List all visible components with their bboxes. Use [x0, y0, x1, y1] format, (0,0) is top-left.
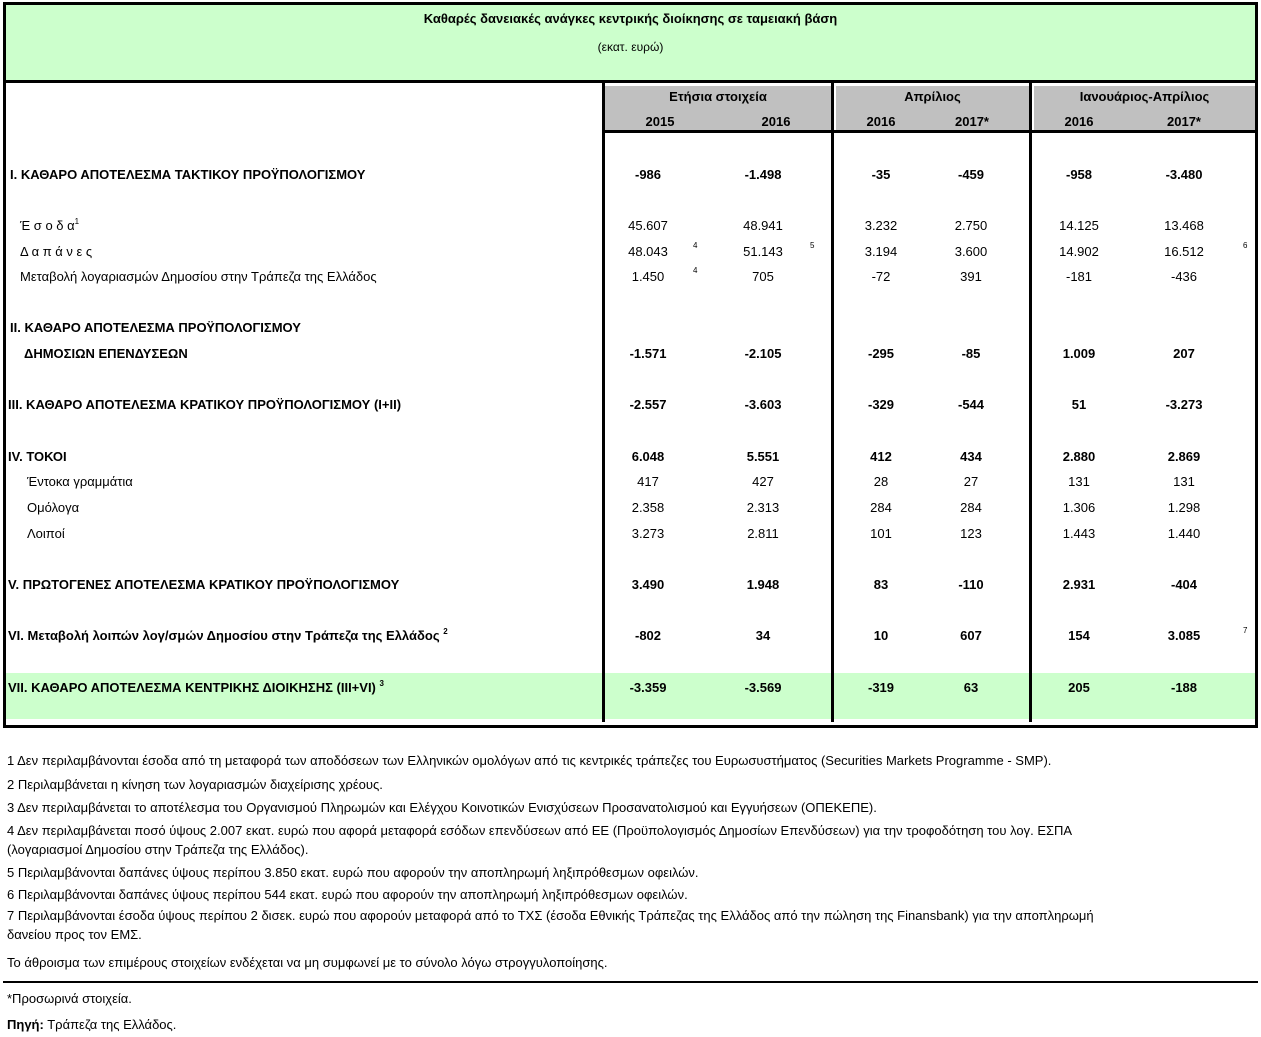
provisional-note: *Προσωρινά στοιχεία. [7, 991, 132, 1006]
table-cell: -3.569 [744, 680, 782, 695]
footnote-marker: 7 [1243, 626, 1248, 635]
table-cell: -2.557 [629, 397, 667, 412]
table-cell: 1.298 [1167, 500, 1201, 515]
footnote: 7 Περιλαμβάνονται έσοδα ύψους περίπου 2 δισεκ. ευρώ που αφορούν μεταφορά από το ΤΧΣ (έσοδα Εθνικής Τράπεζας της Ελλάδος από την πώληση της Finansbank) για την αποπληρωμή [7, 908, 1094, 923]
footnote: 4 Δεν περιλαμβάνεται ποσό ύψους 2.007 εκατ. ευρώ που αφορά μεταφορά εσόδων επενδύσεων από ΕΕ (Προϋπολογισμός Δημοσίων Επενδύσεων) για την τροφοδότηση του λογ. ΕΣΠΑ [7, 823, 1073, 838]
table-cell: 2.358 [631, 500, 665, 515]
row-label: ΙΙ. ΚΑΘΑΡΟ ΑΠΟΤΕΛΕΣΜΑ ΠΡΟΫΠΟΛΟΓΙΣΜΟΥ [10, 320, 301, 335]
header-year: 2015 [645, 114, 675, 129]
table-cell: 3.085 [1167, 628, 1201, 643]
table-cell: -986 [634, 167, 662, 182]
table-cell: 434 [960, 449, 982, 464]
table-cell: -3.603 [744, 397, 782, 412]
table-cell: 427 [752, 474, 774, 489]
footnote-marker: 4 [693, 266, 698, 275]
table-cell: -295 [867, 346, 895, 361]
table-cell: 2.811 [747, 526, 779, 541]
table-cell: 412 [870, 449, 892, 464]
table-cell: -188 [1170, 680, 1198, 695]
table-cell: 83 [873, 577, 889, 592]
row-label: ΙΙΙ. ΚΑΘΑΡΟ ΑΠΟΤΕΛΕΣΜΑ ΚΡΑΤΙΚΟΥ ΠΡΟΫΠΟΛΟΓΙΣΜΟΥ (Ι+ΙΙ) [8, 397, 402, 412]
table-cell: -35 [871, 167, 891, 182]
table-cell: 63 [963, 680, 979, 695]
table-cell: -181 [1065, 269, 1093, 284]
table-cell: 34 [755, 628, 771, 643]
header-april: Απρίλιος [904, 89, 961, 104]
table-cell: 2.931 [1062, 577, 1096, 592]
header-divider [602, 130, 1255, 133]
table-cell: 131 [1068, 474, 1090, 489]
table-cell: -319 [867, 680, 895, 695]
table-cell: -436 [1170, 269, 1198, 284]
row-label: Λοιποί [27, 526, 65, 541]
table-cell: 6.048 [631, 449, 665, 464]
table-cell: 14.125 [1059, 218, 1099, 233]
table-cell: 391 [960, 269, 982, 284]
table-cell: -958 [1065, 167, 1093, 182]
row-label: Δ α π ά ν ε ς [20, 244, 93, 259]
header-jan-apr: Ιανουάριος-Απρίλιος [1079, 89, 1210, 104]
header-year: 2016 [866, 114, 896, 129]
table-cell: 3.600 [954, 244, 988, 259]
row-label: Έ σ ο δ $\alpha^1$ [20, 217, 80, 233]
footer-divider [3, 981, 1258, 983]
table-cell: -802 [634, 628, 662, 643]
header-year: 2016 [761, 114, 791, 129]
header-year: 2017* [1167, 114, 1201, 129]
table-cell: 3.232 [864, 218, 898, 233]
table-cell: 48.941 [743, 218, 783, 233]
table-cell: -72 [871, 269, 891, 284]
table-cell: 123 [960, 526, 982, 541]
rounding-note: Το άθροισμα των επιμέρους στοιχείων ενδέχεται να μη συμφωνεί με το σύνολο λόγω στρογγυλοποίησης. [7, 955, 608, 970]
table-cell: 1.948 [746, 577, 780, 592]
table-cell: -1.571 [629, 346, 667, 361]
table-cell: -404 [1170, 577, 1198, 592]
table-cell: 27 [963, 474, 979, 489]
table-cell: 51.143 [743, 244, 783, 259]
table-cell: 13.468 [1164, 218, 1204, 233]
table-cell: 14.902 [1059, 244, 1099, 259]
table-cell: 154 [1068, 628, 1090, 643]
table-cell: 2.880 [1062, 449, 1096, 464]
table-title-box [3, 2, 1258, 83]
table-cell: -544 [957, 397, 985, 412]
table-cell: 1.306 [1062, 500, 1096, 515]
table-cell: 417 [637, 474, 659, 489]
table-cell: -3.273 [1165, 397, 1203, 412]
footnote: (λογαριασμοί Δημοσίου στην Τράπεζα της Ελλάδος). [7, 842, 309, 857]
table-cell: 1.009 [1062, 346, 1096, 361]
table-unit: (εκατ. ευρώ) [597, 40, 664, 54]
table-cell: 101 [870, 526, 892, 541]
footnote: δανείου προς τον ΕΜΣ. [7, 927, 142, 942]
table-cell: 10 [873, 628, 889, 643]
table-cell: -85 [961, 346, 981, 361]
footnote: 5 Περιλαμβάνονται δαπάνες ύψους περίπου 3.850 εκατ. ευρώ που αφορούν την αποπληρωμή ληξιπρόθεσμων οφειλών. [7, 865, 699, 880]
header-year: 2017* [955, 114, 989, 129]
source-line [7, 1015, 1247, 1034]
table-cell: 3.194 [864, 244, 898, 259]
table-title: Καθαρές δανειακές ανάγκες κεντρικής διοίκησης σε ταμειακή βάση [423, 11, 838, 26]
footnote: 3 Δεν περιλαμβάνεται το αποτέλεσμα του Οργανισμού Πληρωμών και Ελέγχου Κοινοτικών Ενισχύσεων Προσανατολισμού και Εγγυήσεων (ΟΠΕΚΕΠΕ). [7, 800, 877, 815]
table-cell: 284 [870, 500, 892, 515]
table-cell: -2.105 [744, 346, 782, 361]
row-label: ΙV. ΤΟΚΟΙ [8, 449, 67, 464]
row-label: Έντοκα γραμμάτια [27, 474, 133, 489]
footnote: 6 Περιλαμβάνονται δαπάνες ύψους περίπου 544 εκατ. ευρώ που αφορούν την αποπληρωμή ληξιπρόθεσμων οφειλών. [7, 887, 688, 902]
table-cell: 16.512 [1164, 244, 1204, 259]
table-cell: 705 [752, 269, 774, 284]
table-cell: -1.498 [744, 167, 782, 182]
table-cell: 3.490 [631, 577, 665, 592]
table-cell: 1.443 [1062, 526, 1096, 541]
row-label: VII. ΚΑΘΑΡΟ ΑΠΟΤΕΛΕΣΜΑ ΚΕΝΤΡΙΚΗΣ ΔΙΟΙΚΗΣΗΣ (ΙΙΙ+VI) $^3$ [8, 679, 384, 695]
footnote-marker: 4 [693, 241, 698, 250]
row-label: Ι. ΚΑΘΑΡΟ ΑΠΟΤΕΛΕΣΜΑ ΤΑΚΤΙΚΟΥ ΠΡΟΫΠΟΛΟΓΙΣΜΟΥ [10, 167, 366, 182]
table-cell: 1.440 [1167, 526, 1201, 541]
table-cell: 205 [1068, 680, 1090, 695]
row-label: V. ΠΡΩΤΟΓΕΝΕΣ ΑΠΟΤΕΛΕΣΜΑ ΚΡΑΤΙΚΟΥ ΠΡΟΫΠΟΛΟΓΙΣΜΟΥ [8, 577, 400, 592]
row-label-continued: ΔΗΜΟΣΙΩΝ ΕΠΕΝΔΥΣΕΩΝ [24, 346, 188, 361]
footnote-marker: 5 [810, 241, 815, 250]
table-cell: 28 [873, 474, 889, 489]
table-cell: -110 [958, 577, 984, 592]
table-cell: 2.750 [954, 218, 988, 233]
header-year: 2016 [1064, 114, 1094, 129]
row-label: VI. Μεταβολή λοιπών λογ/σμών Δημοσίου στην Τράπεζα της Ελλάδος $^2$ [8, 627, 448, 643]
row-label: Μεταβολή λογαριασμών Δημοσίου στην Τράπεζα της Ελλάδος [20, 269, 377, 284]
table-cell: -3.480 [1165, 167, 1203, 182]
footnote-marker: 6 [1243, 241, 1248, 250]
table-cell: -459 [957, 167, 985, 182]
row-label: Ομόλογα [27, 500, 80, 515]
header-annual: Ετήσια στοιχεία [669, 89, 767, 104]
source-value: Τράπεζα της Ελλάδος. [47, 1017, 177, 1032]
source-label: Πηγή: [7, 1017, 44, 1032]
table-cell: -3.359 [629, 680, 667, 695]
table-cell: 48.043 [628, 244, 668, 259]
footnote: 1 Δεν περιλαμβάνονται έσοδα από τη μεταφορά των αποδόσεων των Ελληνικών ομολόγων από τις κεντρικές τράπεζες του Ευρωσυστήματος (Securities Markets Programme - SMP). [7, 753, 1052, 768]
table-cell: 5.551 [746, 449, 780, 464]
table-cell: 45.607 [628, 218, 668, 233]
table-cell: 2.869 [1167, 449, 1201, 464]
table-cell: 607 [960, 628, 982, 643]
table-cell: 2.313 [746, 500, 780, 515]
table-cell: 207 [1173, 346, 1195, 361]
table-cell: 131 [1173, 474, 1195, 489]
table-cell: -329 [867, 397, 895, 412]
table-cell: 284 [960, 500, 982, 515]
table-cell: 3.273 [631, 526, 665, 541]
footnote: 2 Περιλαμβάνεται η κίνηση των λογαριασμών διαχείρισης χρέους. [7, 777, 383, 792]
table-cell: 51 [1071, 397, 1087, 412]
table-cell: 1.450 [631, 269, 665, 284]
